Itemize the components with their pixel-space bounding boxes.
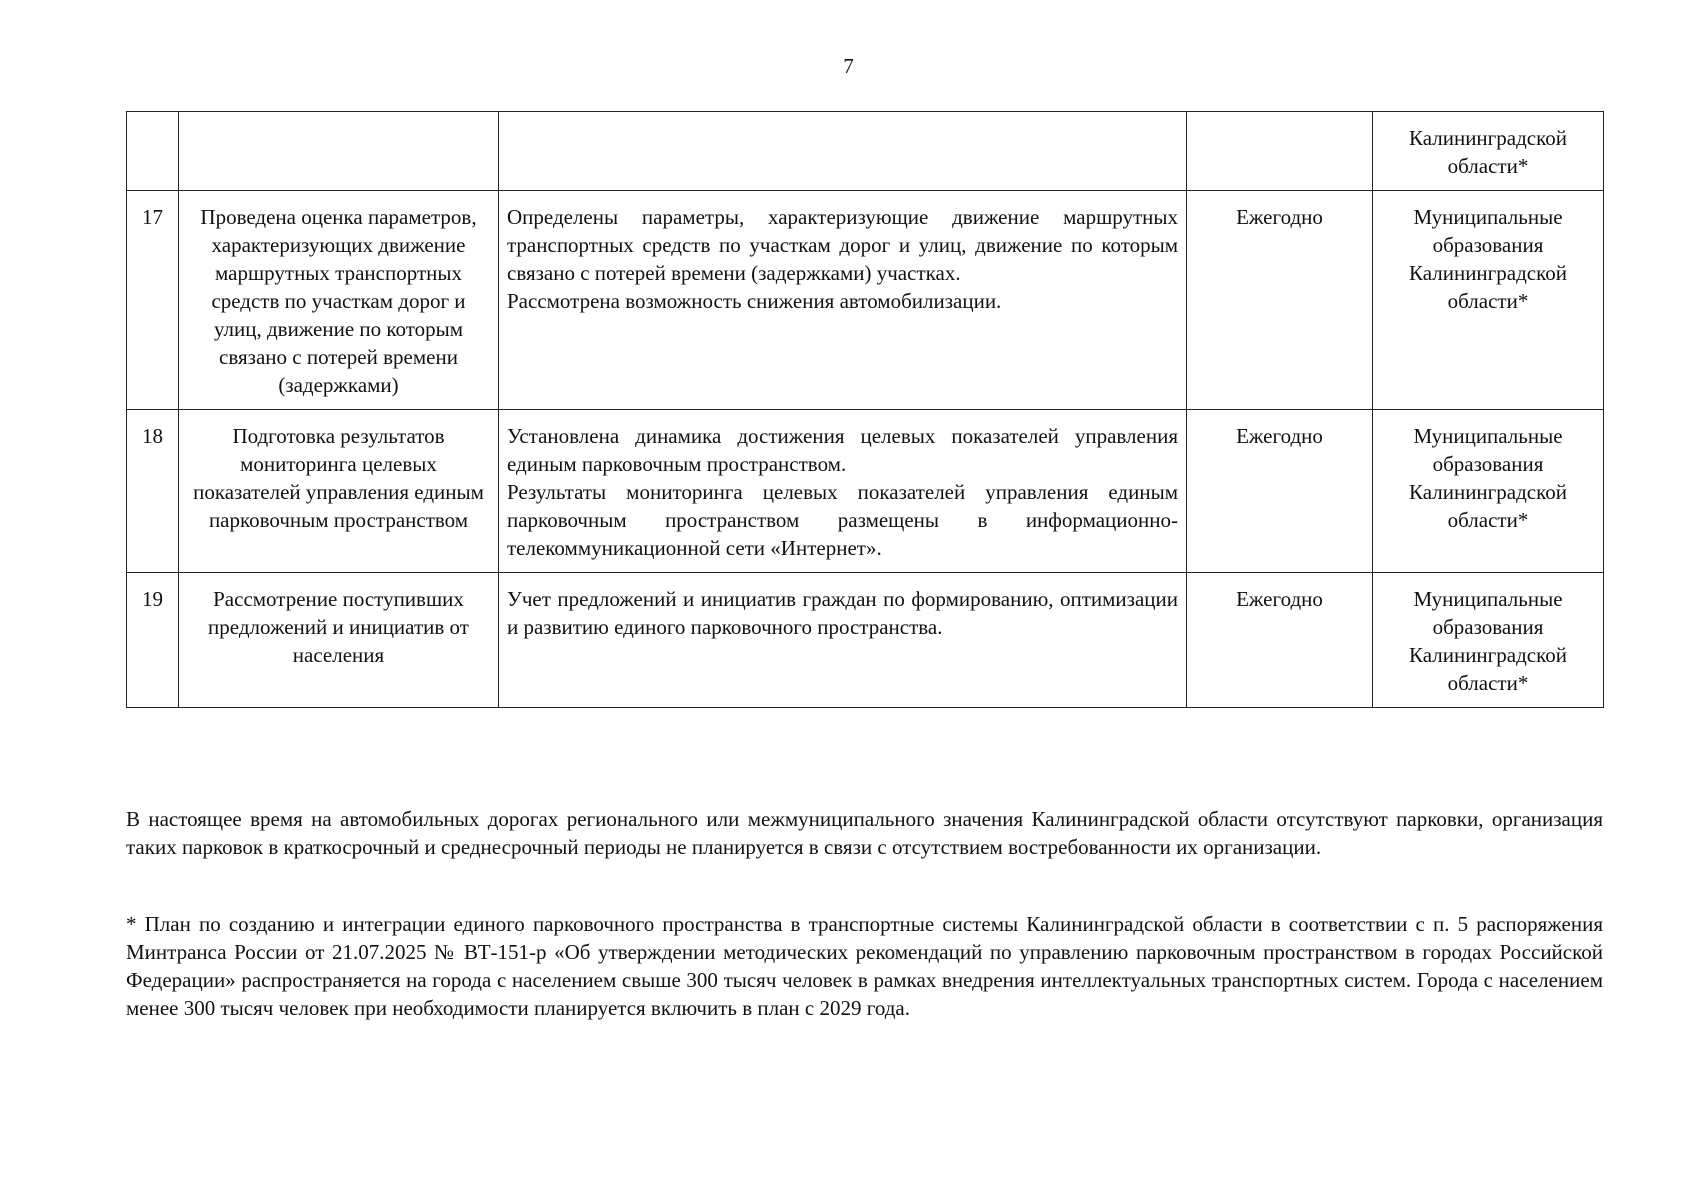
result-text: Рассмотрена возможность снижения автомобилизации. — [507, 289, 1002, 313]
result-text: Учет предложений и инициатив граждан по формированию, оптимизации и развитию единого парковочного пространства. — [507, 587, 1178, 639]
cell-activity: Рассмотрение поступивших предложений и инициатив от населения — [179, 573, 499, 708]
footnote: * План по созданию и интеграции единого парковочного пространства в транспортные системы Калининградской области в соответствии с п. 5 распоряжения Минтранса России от 21.07.2025 № ВТ-151-р «Об утверждении методических рекомендаций по управлению парковочным пространством в городах Российской Федерации» распространяется на города с населением свыше 300 тысяч человек в рамках внедрения интеллектуальных транспортных систем. Города с населением менее 300 тысяч человек при необходимости планируется включить в план с 2029 года. — [126, 912, 1603, 1020]
cell-executor: Муниципальные образования Калининградской области* — [1373, 573, 1604, 708]
cell-activity: Подготовка результатов мониторинга целевых показателей управления единым парковочным пространством — [179, 410, 499, 573]
cell-result — [499, 191, 1187, 410]
cell-term: Ежегодно — [1187, 410, 1373, 573]
cell-num — [127, 112, 179, 191]
cell-activity — [179, 112, 499, 191]
result-text: Результаты мониторинга целевых показателей управления единым парковочным пространством размещены в информационно-телекоммуникационной сети «Интернет». — [507, 480, 1178, 560]
cell-num: 19 — [127, 573, 179, 708]
result-text: Определены параметры, характеризующие движение маршрутных транспортных средств по участкам дорог и улиц, движение по которым связано с потерей времени (задержками) участках. — [507, 205, 1178, 285]
cell-term — [1187, 112, 1373, 191]
cell-executor: Муниципальные образования Калининградской области* — [1373, 191, 1604, 410]
result-text: Установлена динамика достижения целевых показателей управления единым парковочным пространством. — [507, 424, 1178, 476]
cell-executor: Калининградской области* — [1373, 112, 1604, 191]
table-row — [127, 191, 1604, 410]
table-row — [127, 410, 1604, 573]
page-number: 7 — [843, 54, 854, 78]
plan-table — [126, 111, 1604, 708]
cell-activity: Проведена оценка параметров, характеризующих движение маршрутных транспортных средств по участкам дорог и улиц, движение по которым связано с потерей времени (задержками) — [179, 191, 499, 410]
table-row — [127, 573, 1604, 708]
cell-num: 18 — [127, 410, 179, 573]
cell-term: Ежегодно — [1187, 191, 1373, 410]
body-paragraph: В настоящее время на автомобильных дорогах регионального или межмуниципального значения Калининградской области отсутствуют парковки, организация таких парковок в краткосрочный и среднесрочный периоды не планируется в связи с отсутствием востребованности их организации. — [126, 807, 1603, 859]
cell-result — [499, 410, 1187, 573]
table-row-continuation — [127, 112, 1604, 191]
cell-num: 17 — [127, 191, 179, 410]
cell-executor: Муниципальные образования Калининградской области* — [1373, 410, 1604, 573]
cell-result — [499, 112, 1187, 191]
cell-term: Ежегодно — [1187, 573, 1373, 708]
cell-result — [499, 573, 1187, 708]
